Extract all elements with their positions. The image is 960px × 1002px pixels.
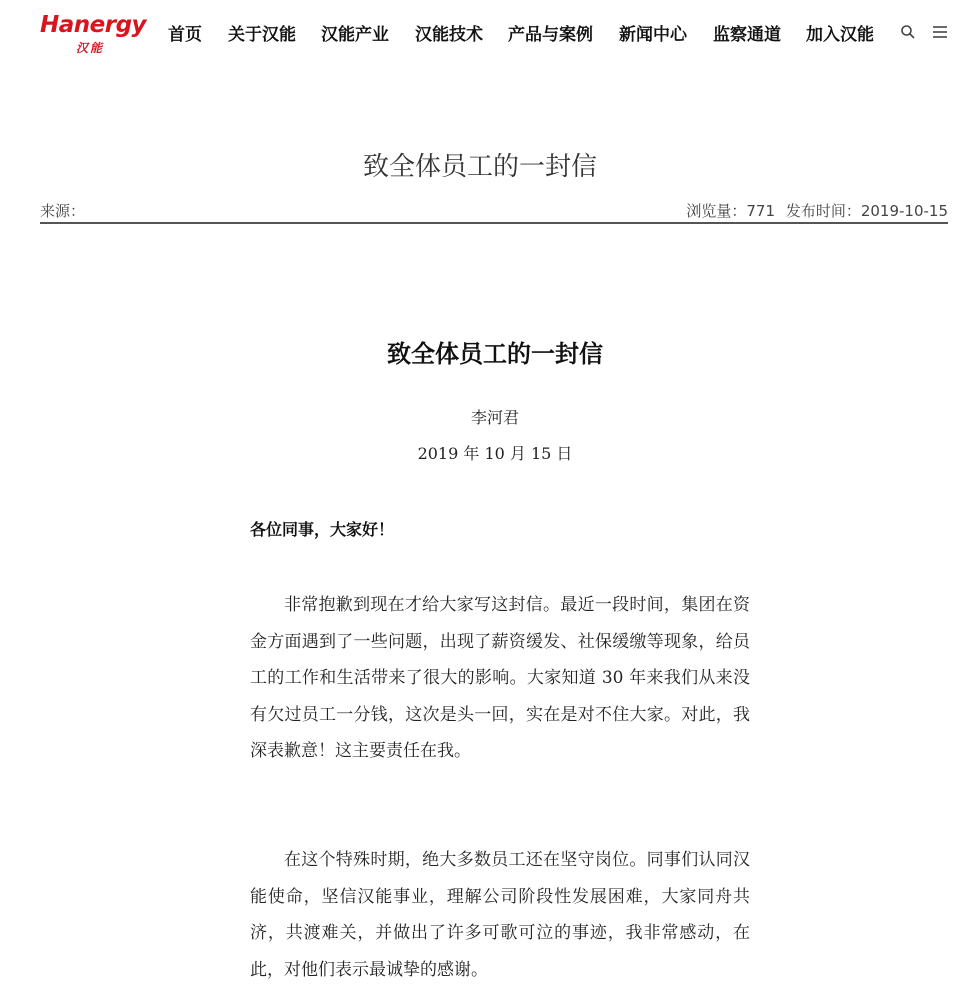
- view-count: 浏览量：771: [686, 202, 776, 220]
- article-date: 2019 年 10 月 15 日: [417, 444, 573, 463]
- hanergy-logo[interactable]: [40, 12, 152, 56]
- publish-date: 发布时间：2019-10-15: [785, 202, 948, 220]
- meta-info: [680, 200, 948, 221]
- source-label: 来源：: [40, 202, 86, 220]
- search-icon[interactable]: [900, 24, 916, 40]
- nav-item-products[interactable]: 产品与案例: [508, 25, 593, 45]
- nav-item-about[interactable]: 关于汉能: [228, 25, 296, 45]
- article-meta-bar: [40, 200, 948, 224]
- logo-wordmark: Hanergy: [40, 12, 147, 38]
- nav-item-home[interactable]: 首页: [168, 25, 202, 45]
- article-paragraph: 在这个特殊时期，绝大多数员工还在坚守岗位。同事们认同汉能使命，坚信汉能事业，理解公司阶段性发展困难，大家同舟共济，共渡难关，并做出了许多可歌可泣的事迹，我非常感动，在此，对他们表示最诚挚的感谢。: [250, 850, 750, 980]
- article-paragraph: 非常抱歉到现在才给大家写这封信。最近一段时间，集团在资金方面遇到了一些问题，出现了薪资缓发、社保缓缴等现象，给员工的工作和生活带来了很大的影响。大家知道 30 年来我们从来没有欠过员工一分钱，这次是头一回，实在是对不住大家。对此，我深表歉意！这主要责任在我。: [250, 595, 750, 761]
- nav-item-industry[interactable]: 汉能产业: [321, 25, 389, 45]
- site-header: [0, 0, 960, 64]
- nav-item-join[interactable]: 加入汉能: [806, 25, 874, 45]
- article-title: 致全体员工的一封信: [387, 340, 603, 368]
- nav-item-technology[interactable]: 汉能技术: [415, 25, 483, 45]
- article-greeting: 各位同事，大家好！: [250, 520, 395, 539]
- nav-item-news[interactable]: 新闻中心: [619, 25, 687, 45]
- logo-chinese: 汉能: [76, 41, 105, 55]
- article-author: 李河君: [470, 408, 519, 427]
- page-title: 致全体员工的一封信: [362, 152, 597, 182]
- menu-icon[interactable]: [932, 24, 948, 40]
- nav-item-supervision[interactable]: 监察通道: [713, 25, 781, 45]
